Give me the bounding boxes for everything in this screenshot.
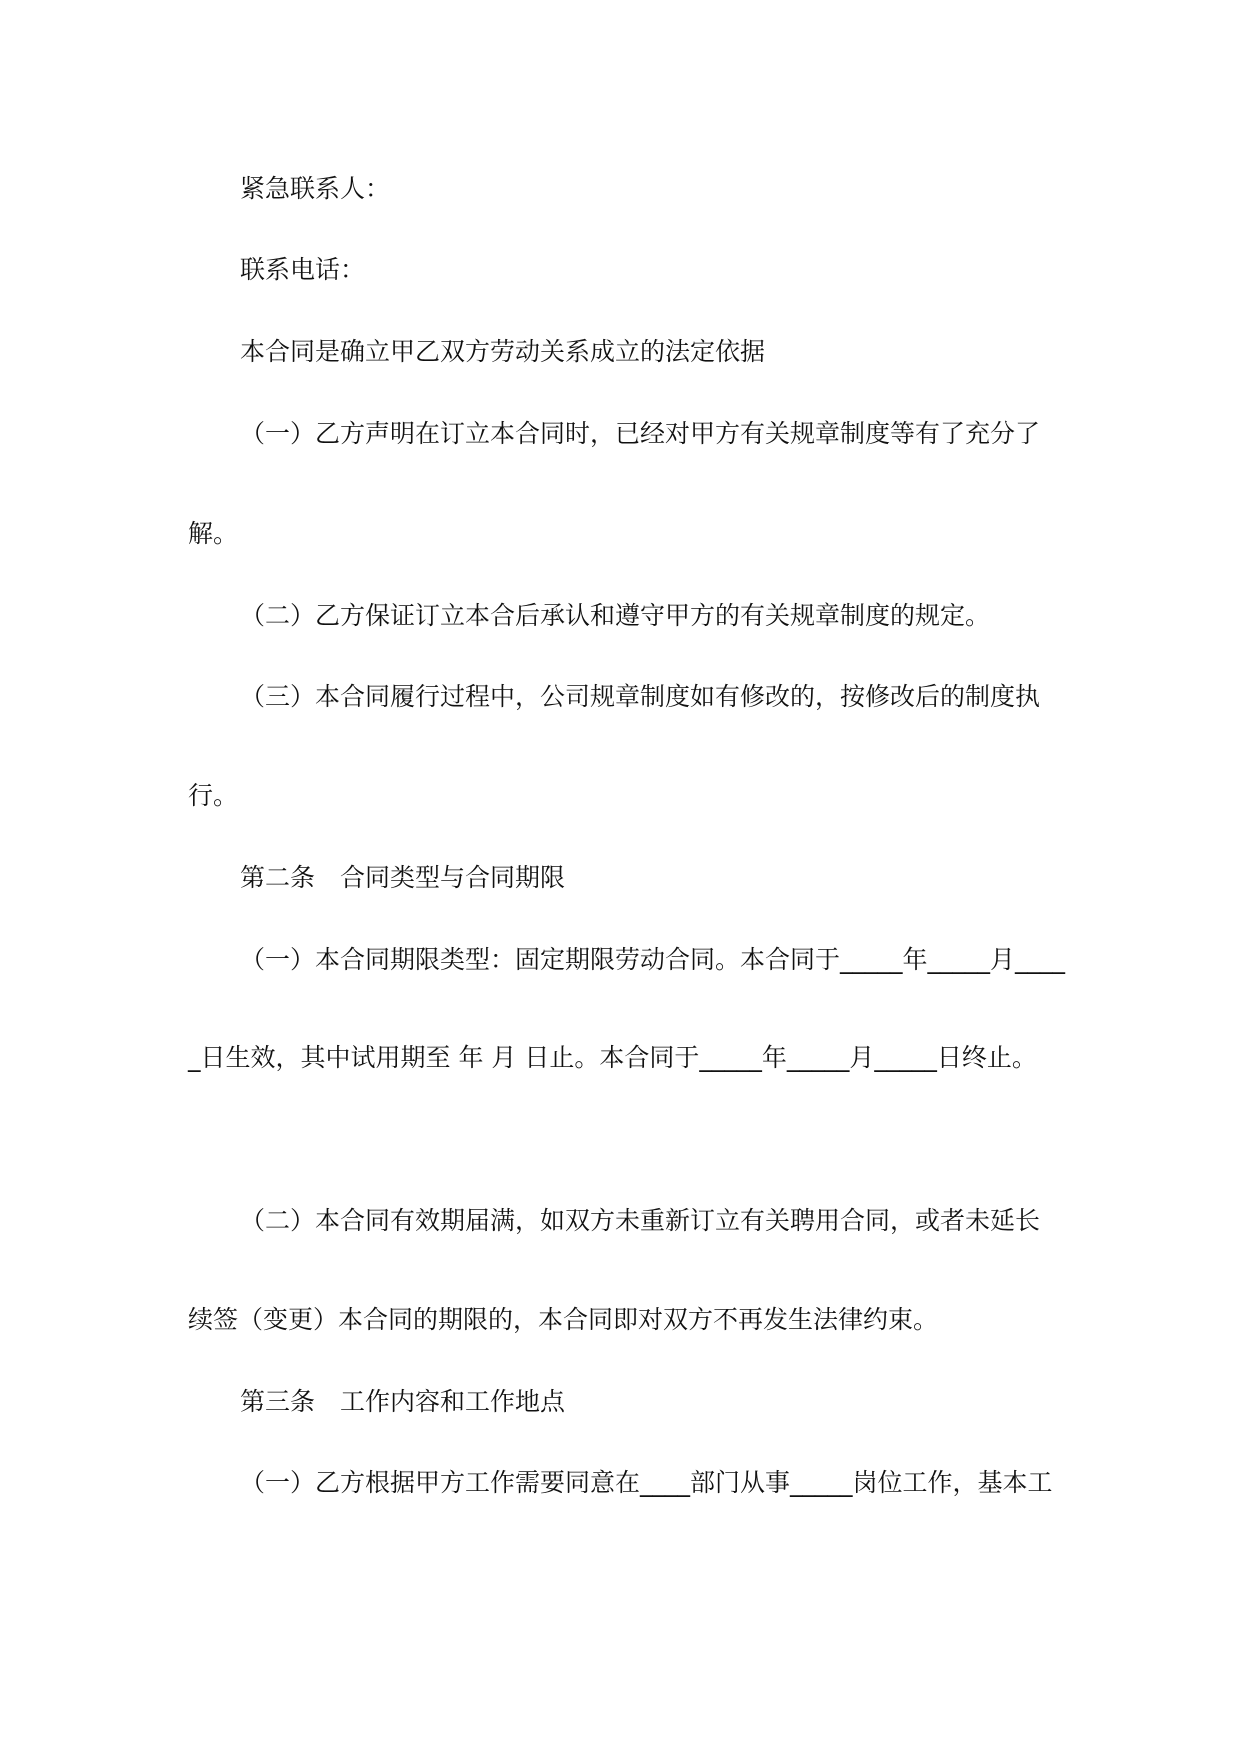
contract-basis-line: 本合同是确立甲乙双方劳动关系成立的法定依据 <box>240 337 766 366</box>
clause-1-2-line: （二）乙方保证订立本合后承认和遵守甲方的有关规章制度的规定。 <box>240 601 991 630</box>
article-2-heading: 第二条 合同类型与合同期限 <box>240 863 566 892</box>
clause-2-2-line-2: 续签（变更）本合同的期限的，本合同即对双方不再发生法律约束。 <box>188 1305 939 1334</box>
clause-1-3-line-1: （三）本合同履行过程中，公司规章制度如有修改的，按修改后的制度执 <box>240 682 1041 711</box>
clause-2-1-line-2: _日生效，其中试用期至 年 月 日止。本合同于_____年_____月_____日终止。 <box>188 1043 1037 1072</box>
clause-2-2-line-1: （二）本合同有效期届满，如双方未重新订立有关聘用合同，或者未延长 <box>240 1206 1041 1235</box>
emergency-contact-line: 紧急联系人： <box>240 174 391 203</box>
clause-3-1-line-1: （一）乙方根据甲方工作需要同意在____部门从事_____岗位工作，基本工 <box>240 1468 1053 1497</box>
clause-2-1-line-1: （一）本合同期限类型：固定期限劳动合同。本合同于_____年_____月____ <box>240 945 1066 974</box>
clause-1-3-line-2: 行。 <box>188 781 239 810</box>
contact-phone-line: 联系电话： <box>240 255 366 284</box>
clause-1-1-line-1: （一）乙方声明在订立本合同时，已经对甲方有关规章制度等有了充分了 <box>240 419 1041 448</box>
article-3-heading: 第三条 工作内容和工作地点 <box>240 1387 566 1416</box>
clause-1-1-line-2: 解。 <box>188 519 239 548</box>
